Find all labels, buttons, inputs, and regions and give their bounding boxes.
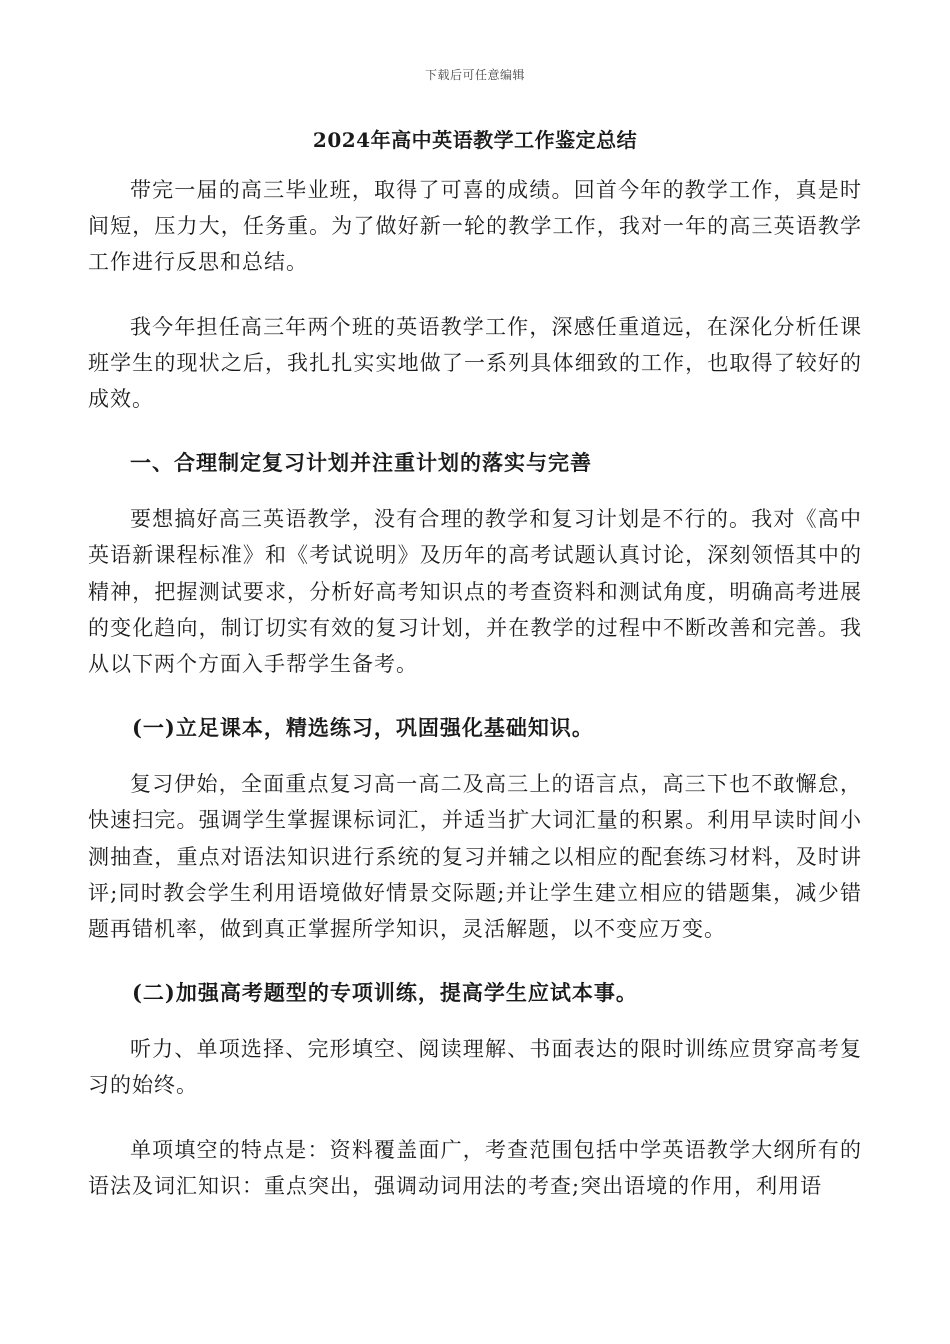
paragraph-review: 复习伊始，全面重点复习高一高二及高三上的语言点，高三下也不敢懈怠，快速扫完。强调学生掌握课标词汇，并适当扩大词汇量的积累。利用早读时间小测抽查，重点对语法知识进行系统的复习并辅之以相应的配套练习材料，及时讲评;同时教会学生利用语境做好情景交际题;并让学生建立相应的错题集，减少错题再错机率，做到真正掌握所学知识，灵活解题，以不变应万变。 bbox=[88, 772, 862, 942]
subsection-heading-2: (二)加强高考题型的专项训练，提高学生应试本事。 bbox=[132, 980, 638, 1006]
paragraph-intro: 带完一届的高三毕业班，取得了可喜的成绩。回首今年的教学工作，真是时间短，压力大，任务重。为了做好新一轮的教学工作，我对一年的高三英语教学工作进行反思和总结。 bbox=[88, 178, 862, 275]
paragraph-training: 听力、单项选择、完形填空、阅读理解、书面表达的限时训练应贯穿高考复习的始终。 bbox=[88, 1037, 862, 1098]
document-title: 2024年高中英语教学工作鉴定总结 bbox=[312, 128, 638, 152]
subsection-heading-1: (一)立足课本，精选练习，巩固强化基础知识。 bbox=[132, 715, 594, 741]
paragraph-single-choice: 单项填空的特点是：资料覆盖面广，考查范围包括中学英语教学大纲所有的语法及词汇知识：重点突出，强调动词用法的考查;突出语境的作用，利用语 bbox=[88, 1137, 862, 1198]
section-heading-1: 一、合理制定复习计划并注重计划的落实与完善 bbox=[130, 450, 592, 476]
document-body bbox=[88, 172, 862, 1232]
paragraph-duties: 我今年担任高三年两个班的英语教学工作，深感任重道远，在深化分析任课班学生的现状之后，我扎扎实实地做了一系列具体细致的工作，也取得了较好的成效。 bbox=[88, 314, 862, 412]
paragraph-plan: 要想搞好高三英语教学，没有合理的教学和复习计划是不行的。我对《高中英语新课程标准》和《考试说明》及历年的高考试题认真讨论，深刻领悟其中的精神，把握测试要求，分析好高考知识点的考查资料和测试角度，明确高考进展的变化趋向，制订切实有效的复习计划，并在教学的过程中不断改善和完善。我从以下两个方面入手帮学生备考。 bbox=[88, 507, 862, 677]
header-note: 下载后可任意编辑 bbox=[424, 68, 525, 82]
